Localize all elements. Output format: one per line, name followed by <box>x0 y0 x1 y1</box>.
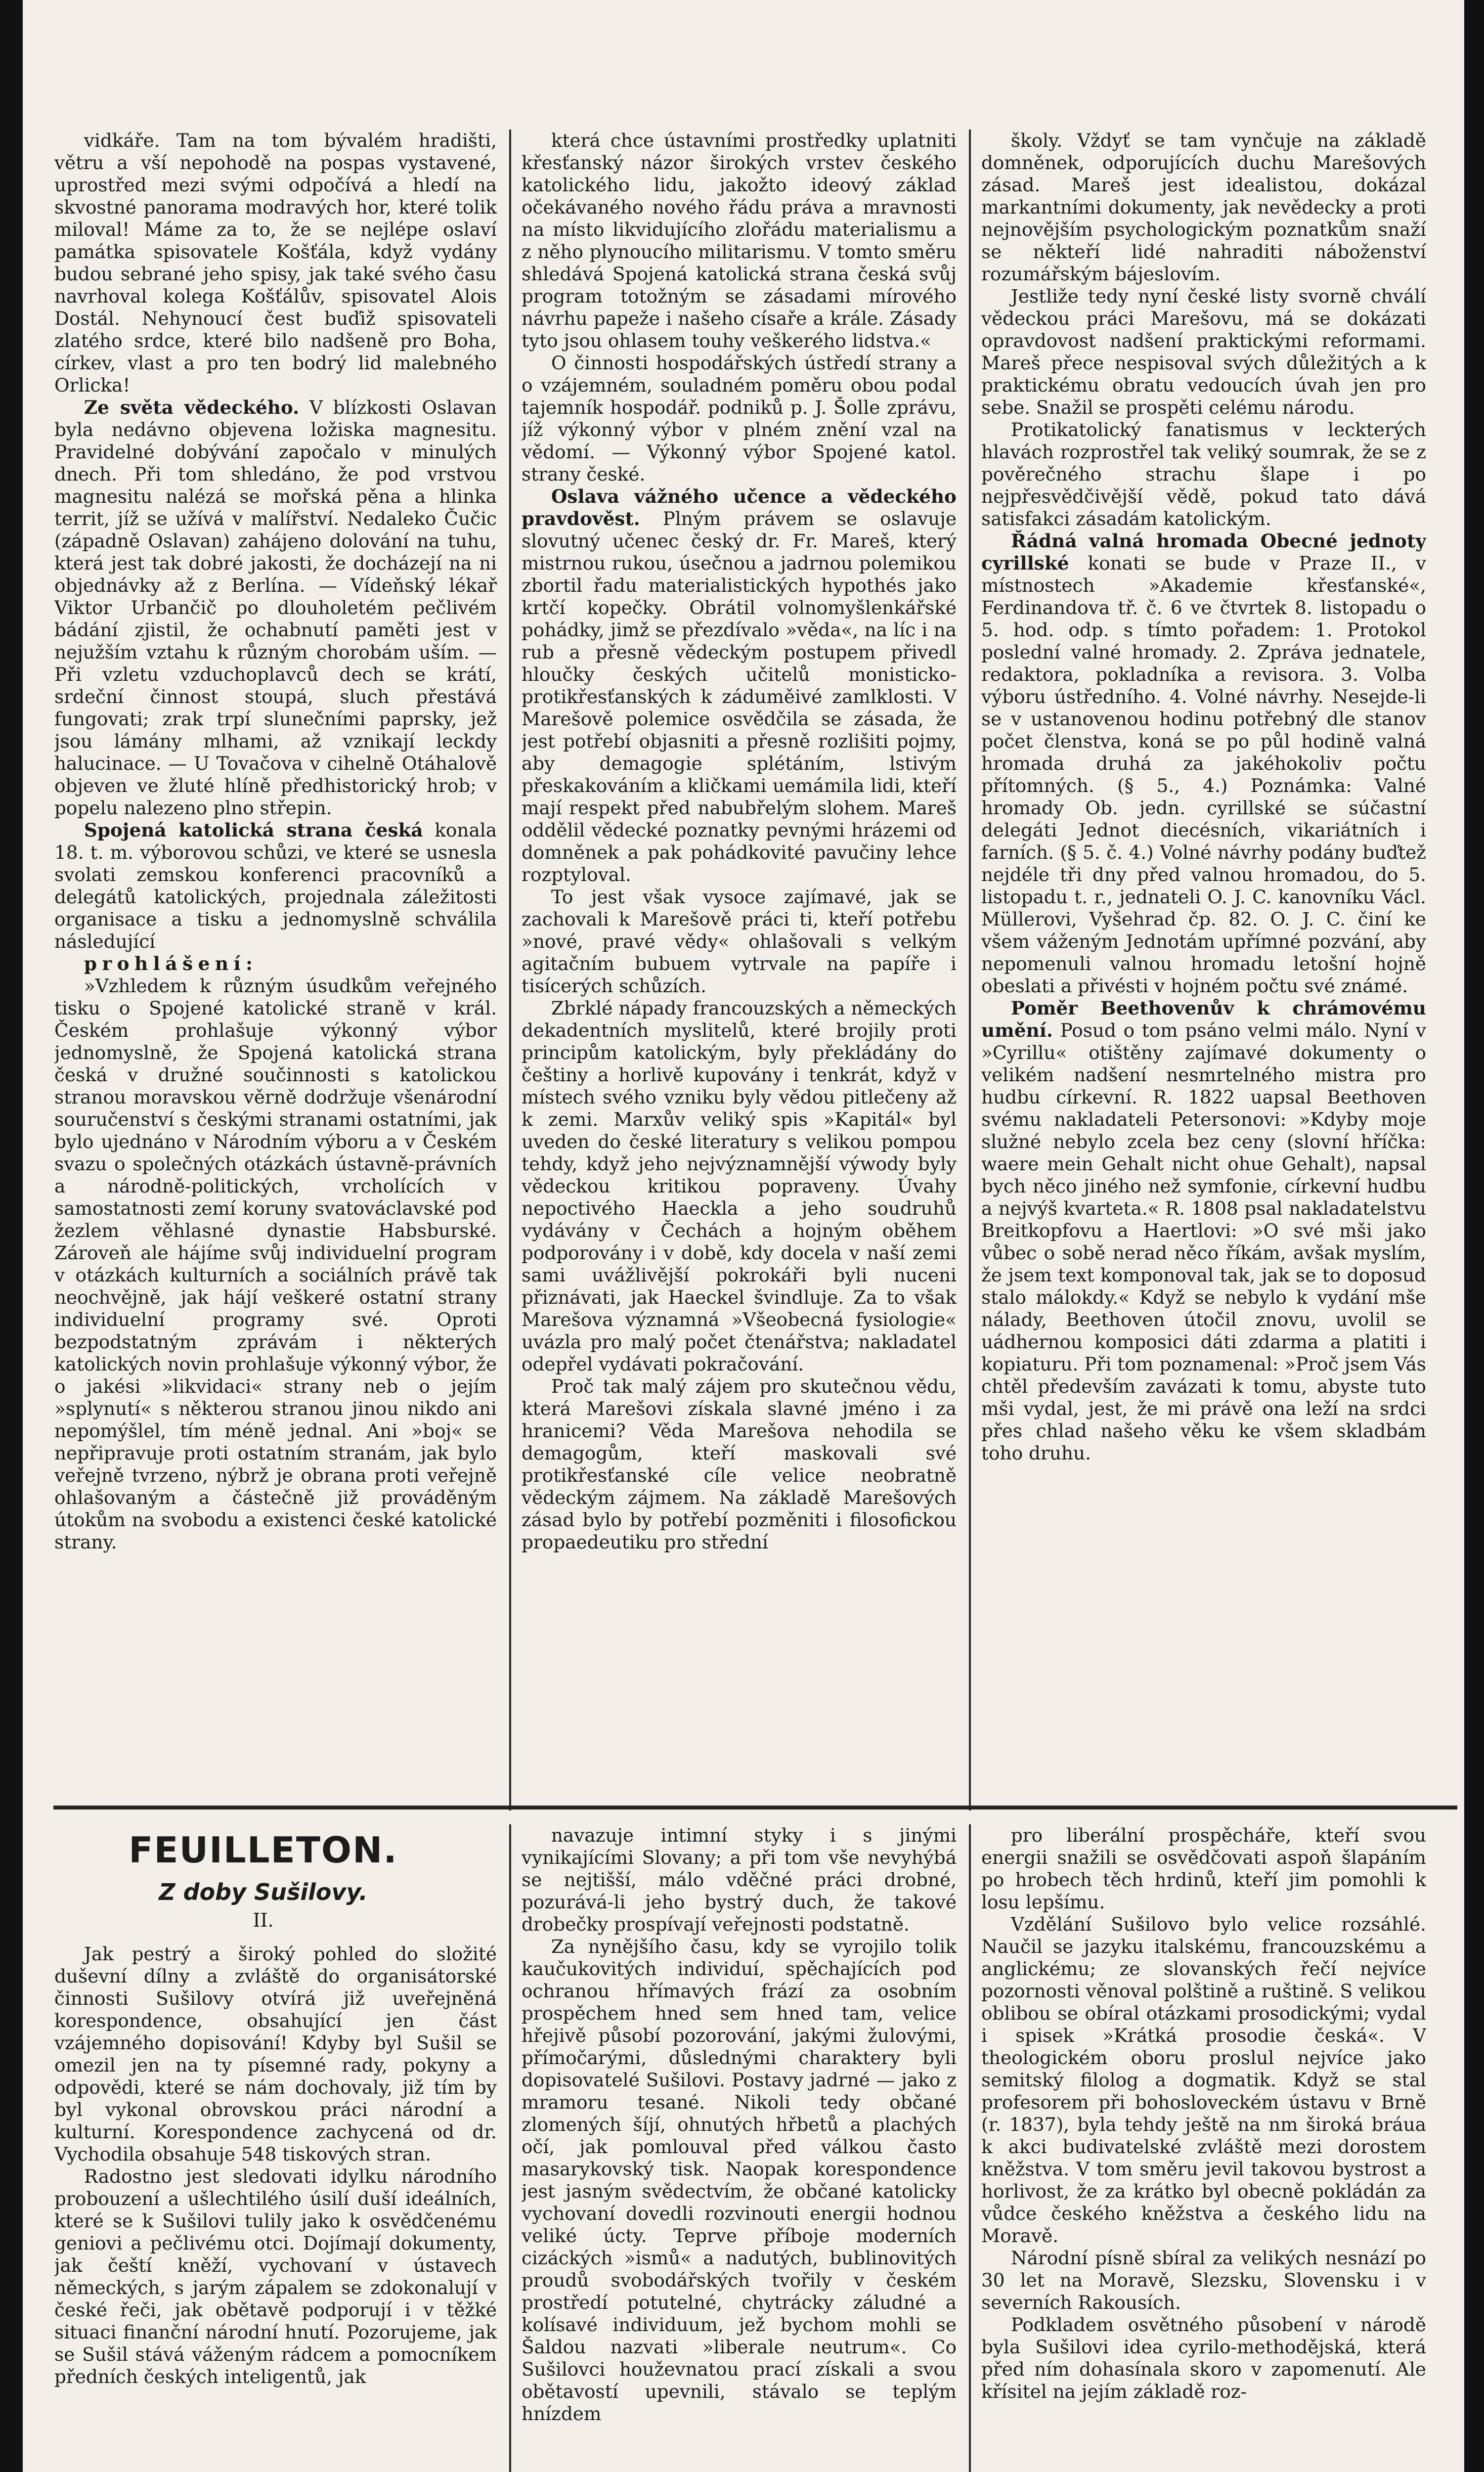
feuilleton-column-2 <box>522 1824 957 2472</box>
paragraph-lead: Spojená katolická strana česká <box>84 819 423 841</box>
article-column-3 <box>981 130 1426 1801</box>
paragraph-text: Plným právem se oslavuje slovutný učenec český dr. Fr. Mareš, který mistrnou rukou, úsečnou a jadrnou polemikou zbortil řadu materialistických hypothés jako krtčí kopečky. Obrátil volnomyšlenkářské pohádky, jimž se přezdívalo »věda«, na líc i na rub a přesně vědeckým postupem přivedl hloučky českých učitelů monisticko-protikřesťanských k záduměivé zamlklosti. V Marešově polemice osvědčila se zásada, že jest potřebí objasniti a přesně rozlišiti pojmy, aby demagogie splétáním, lstivým přeskakováním a kličkami uemámila lidi, kteří mají respekt před nabubřelým slohem. Mareš oddělil vědecké poznatky pevnými hrázemi od domněnek a pak pohádkovité pavučiny lehce rozptyloval. <box>522 508 957 885</box>
paragraph-text: pro liberální prospěcháře, kteří svou energii snažili se osvědčovati aspoň šlapáním po hrobech těch hrdinů, kteří jim pomohli k losu lepšímu. <box>981 1824 1426 1913</box>
feuilleton-column-3 <box>981 1824 1426 2472</box>
paragraph <box>54 953 497 975</box>
paragraph <box>981 2314 1426 2403</box>
paragraph-text: konati se bude v Praze II., v místnostech »Akademie křesťanské«, Ferdinandova tř. č. 6 ve čtvrtek 8. listopadu o 5. hod. odp. s tímto pořadem: 1. Protokol poslední valné hromady. 2. Zpráva jednatele, redaktora, pokladníka a revisora. 3. Volba výboru ústředního. 4. Volné návrhy. Nesejde-li se v ustanovenou hodinu potřebný dle stanov počet členstva, koná se po půl hodině valná hromada druhá za jakéhokoliv počtu přítomných. (§ 5., 4.) Poznámka: Valné hromady Ob. jedn. cyrillské se súčastní delegáti Jednot diecésních, vikariátních i farních. (§ 5. č. 4.) Volné návrhy podány buďtež nejdéle tři dny před valnou hromadou, do 5. listopadu t. r., jednateli O. J. C. kanovníku Václ. Müllerovi, Vyšehrad čp. 82. O. J. C. činí ke všem váženým Jednotám upřímné pozvání, aby nepomenuli valnou hromadu letošní hojně obeslati a přivésti v hojném počtu své známé. <box>981 552 1426 997</box>
paragraph-lead: Poměr Beethovenův k chrámovému umění. <box>981 997 1426 1041</box>
column-rule <box>969 1824 971 2472</box>
paragraph-text: Národní písně sbíral za velikých nesnází po 30 let na Moravě, Slezsku, Slovensku i v severních Rakousích. <box>981 2247 1426 2313</box>
paragraph-text: Proč tak malý zájem pro skutečnou vědu, která Marešovi získala slavné jméno i za hranicemi? Věda Marešova nehodila se demagogům, kteří maskovali své protikřesťanské cíle velice neobratně vědeckým zájmem. Na základě Marešových zásad bylo by potřebí pozměniti i filosofickou propaedeutiku pro střední <box>522 1375 957 1553</box>
article-column-1 <box>54 130 497 1801</box>
paragraph-text: To jest však vysoce zajímavé, jak se zachovali k Marešově práci ti, kteří potřebu »nové, pravé vědy« ohlašovali s velkým agitačním bubuem vytrvale na papíře i tisícerých schůzích. <box>522 886 957 997</box>
column-rule <box>509 130 511 1810</box>
paragraph <box>981 1824 1426 1913</box>
column-rule <box>969 130 971 1810</box>
paragraph <box>522 486 957 886</box>
paragraph <box>54 397 497 819</box>
scan-edge-left <box>0 0 23 2472</box>
paragraph-text: Podkladem osvětného působení v národě byla Sušilovi idea cyrilo-methodějská, která před ním dohasínala skoro v zapomenutí. Ale křísitel na jejím základě roz- <box>981 2314 1426 2402</box>
paragraph-text: Jestliže tedy nyní české listy svorně chválí vědeckou práci Marešovu, má se dokázati opravdovost nadšení praktickými reformami. Mareš přece nespisoval svých důležitých a k praktickému obratu vedoucích úvah jen pro sebe. Snažil se prospěti celému národu. <box>981 285 1426 418</box>
paragraph-text: která chce ústavními prostředky uplatniti křesťanský názor širokých vrstev českého katolického lidu, jakožto ideový základ očekávaného nového řádu práva a mravnosti na místo likvidujícího zlořádu materialismu a z něho plynoucího militarismu. V tomto směru shledává Spojená katolická strana česká svůj program totožným se zásadami mírového návrhu papeže i našeho císaře a krále. Zásady tyto jsou ohlasem touhy veškerého lidstva.« <box>522 130 957 352</box>
paragraph <box>981 997 1426 1464</box>
paragraph-text: vidkáře. Tam na tom bývalém hradišti, větru a vší nepohodě na pospas vystavené, uprostřed mezi svými odpočívá a hledí na skvostné panorama modravých hor, které tolik miloval! Máme za to, že se nejlépe oslaví památka spisovatele Košťála, když vydány budou sebrané jeho spisy, jak také svého času navrhoval kolega Košťálův, spisovatel Alois Dostál. Nehynoucí čest buďiž spisovateli zlatého srdce, které bilo nadšeně pro Boha, církev, vlast a pro ten bodrý lid malebného Orlicka! <box>54 130 497 396</box>
paragraph-text: Radostno jest sledovati idylku národního probouzení a ušlechtilého úsilí duší ideálních, které se k Sušilovi tulily jako k osvědčenému geniovi a pečlivému otci. Dojímají dokumenty, jak čeští kněží, vychovaní v ústavech německých, s jarým zápalem se zdokonalují v české řeči, jak obětavě podporují i v těžké situaci finanční národní hnutí. Pozorujeme, jak se Sušil stává váženým rádcem a pomocníkem předních českých inteligentů, jak <box>54 2165 497 2387</box>
paragraph <box>981 2247 1426 2314</box>
feuilleton-part-number: II. <box>253 1909 274 1931</box>
article-column-2 <box>522 130 957 1801</box>
paragraph-text: Zbrklé nápady francouzských a německých dekadentních myslitelů, které brojily proti principům katolickým, byly překládány do češtiny a horlivě kupovány i tenkrát, když v místech svého vzniku byly vědou pitlečeny až k zemi. Marxův veliký spis »Kapitál« byl uveden do české literatury s velikou pompou tehdy, když jeho nejvýznamnější výwody byly vědeckou kritikou popraveny. Úvahy nepoctivého Haeckla a jeho soudruhů vydávány v Čechách a hojným oběhem podporovány i v době, kdy docela v naší zemi sami uvážlivější pokrokáři byli nuceni přiznávati, jak Haeckel švindluje. Za to však Marešova významná »Všeobecná fysiologie« uvázla pro malý počet čtenářstva; nakladatel odepřel vydávati pokračování. <box>522 997 957 1375</box>
paragraph-text: Za nynějšího času, kdy se vyrojilo tolik kaučukovitých individuí, spěchajících pod ochranou hřímavých frází za osobním prospěchem hned sem hned tam, velice hřejivě působí pozorování, jakými žulovými, přímočarými, důslednými charaktery byli dopisovatelé Sušilovi. Postavy jadrné — jako z mramoru tesané. Nikoli tedy občané zlomených šíjí, ohnutých hřbetů a plachých očí, jak pomlouval před válkou často masarykovský tisk. Naopak korespondence jest jasným svědectvím, že občané katolicky vychovaní dovedli rozvinouti energii hodnou veliké úcty. Teprve příboje moderních cizáckých »ismů« a nadutých, bublinovitých proudů svobodářských tvořily v českém prostředí potutelné, chytrácky záludné a kolísavé individuum, jež bychom mohli se Šaldou nazvati »liberale neutrum«. Co Sušilovci houževnatou prací získali a svou obětavostí upevnili, stávalo se teplým hnízdem <box>522 1936 957 2425</box>
paragraph <box>981 419 1426 530</box>
feuilleton-column-1 <box>54 1943 497 2472</box>
paragraph <box>54 819 497 953</box>
paragraph <box>522 997 957 1375</box>
paragraph <box>522 130 957 352</box>
paragraph-lead: Ze světa vědeckého. <box>84 397 300 418</box>
paragraph-text: Jak pestrý a široký pohled do složité duševní dílny a zvláště do organisátorské činnosti Sušilovy otvírá již uveřejněná korespondence, obsahující jen část vzájemného dopisování! Kdyby byl Sušil se omezil jen na ty písemné rady, pokyny a odpovědi, které se nám dochovaly, již tím by byl vykonal obrovskou práci národní a kulturní. Korespondence zachycená od dr. Vychodila obsahuje 548 tiskových stran. <box>54 1943 497 2165</box>
paragraph <box>981 285 1426 419</box>
paragraph-text: Posud o tom psáno velmi málo. Nyní v »Cyrillu« otištěny zajímavé dokumenty o velikém nadšení nesmrtelného mistra pro hudbu církevní. R. 1822 uapsal Beethoven svému nakladateli Petersonovi: »Kdyby moje služné nebylo zcela bez ceny (slovní hříčka: waere mein Gehalt nicht ohue Gehalt), napsal bych něco jiného než symfonie, církevní hudbu a nejvýš kvarteta.« R. 1808 psal nakladatelstvu Breitkopfovu a Haertlovi: »O své mši jako vůbec o sobě nerad něco říkám, avšak myslím, že jsem text komponoval tak, jak se to doposud stalo málokdy.« Když se nebylo k vydání mše nálady, Beethoven útočil znovu, uvolil se uádhernou komposici dáti zdarma a platiti i kopiaturu. Při tom poznamenal: »Proč jsem Vás chtěl především zavázati k tomu, abyste tuto mši vydal, jest, že mi právě ona leží na srdci přes chlad našeho věku ke všem skladbám toho druhu. <box>981 1019 1426 1464</box>
feuilleton-separator <box>53 1806 1457 1810</box>
paragraph-lead: Oslava vážného učence a vědeckého pravdověst. <box>522 486 957 530</box>
scan-edge-right <box>1464 0 1484 2472</box>
paragraph-text: Protikatolický fanatismus v leckterých hlavách rozprostřel tak veliký soumrak, že se z pověrečného strachu šlape i po nejpřesvědčivější vědě, pokud tato dává satisfakci zásadám katolickým. <box>981 419 1426 530</box>
paragraph-text: O činnosti hospodářských ústředí strany a o vzájemném, souladném poměru obou podal tajemník hospodář. podniků p. J. Šolle zprávu, jíž výkonný výbor v plném znění vzal na vědomí. — Výkonný výbor Spojené katol. strany české. <box>522 352 957 485</box>
paragraph-text: Vzdělání Sušilovo bylo velice rozsáhlé. Naučil se jazyku italskému, francouzskému a anglickému; ze slovanských řečí nejvíce pozornosti věnoval polštině a ruštině. S velikou oblibou se obíral otázkami prosodickými; vydal i spisek »Krátká prosodie česká«. V theologickém oboru proslul nejvíce jako semitský filolog a dogmatik. Když se stal profesorem při bohosloveckém ústavu v Brně (r. 1837), byla tehdy ještě na nm široká bráua k akci budivatelské zvláště mezi dorostem kněžstva. V tom směru jevil takovou bystrost a horlivost, že za krátko byl obecně pokládán za vůdce českého kněžstva a českého lidu na Moravě. <box>981 1913 1426 2247</box>
feuilleton-subtitle: Z doby Sušilovy. <box>159 1879 368 1905</box>
paragraph <box>522 1824 957 1936</box>
paragraph <box>54 1943 497 2165</box>
paragraph-text: »Vzhledem k různým úsudkům veřejného tisku o Spojené katolické straně v král. Českém prohlašuje výkonný výbor jednomyslně, že Spojená katolická strana česká v družné součinnosti s katolickou stranou moravskou věrně dodržuje všenárodní souručenství s českými stranami ostatními, jak bylo ujednáno v Národním výboru a v Českém svazu o společných otázkách ústavně-právních a národně-politických, vrcholících v samostatnosti zemí koruny svatováclavské pod žezlem věhlasné dynastie Habsburské. Zároveň ale hájíme svůj individuelní program v otázkách kulturních a sociálních právě tak neochvějně, jak hájí veškeré ostatní strany individuelní programy své. Oproti bezpodstatným zprávám i některých katolických novin prohlašuje výkonný výbor, že o jakési »likvidaci« strany neb o jejím »splynutí« s některou stranou jinou nikdo ani nepomýšlel, tím méně jednal. Ani »boj« se nepřipravuje proti ostatním stranám, jak bylo veřejně tvrzeno, nýbrž je obrana proti veřejně ohlašovaným a částečně již prováděným útokům na svobodu a existenci české katolické strany. <box>54 975 497 1553</box>
paragraph <box>522 1375 957 1553</box>
paragraph <box>54 2165 497 2388</box>
paragraph <box>54 130 497 397</box>
paragraph <box>522 352 957 486</box>
spaced-heading: prohlášení: <box>84 953 258 974</box>
paragraph <box>981 1913 1426 2247</box>
paragraph <box>981 530 1426 997</box>
paragraph <box>981 130 1426 285</box>
column-rule <box>509 1824 511 2472</box>
feuilleton-heading: FEUILLETON. <box>129 1829 398 1871</box>
paragraph-text: navazuje intimní styky i s jinými vynikajícími Slovany; a při tom vše nevyhýbá se nejtišší, málo vděčné práci drobné, pozurává-li jeho bystrý duch, že takové drobečky prospívají veřejnosti podstatně. <box>522 1824 957 1935</box>
paragraph-text: konala 18. t. m. výborovou schůzi, ve které se usnesla svolati zemskou konferenci pracovníků a delegátů katolických, projednala záležitosti organisace a tisku a jednomyslně schválila následující <box>54 819 497 952</box>
paragraph-lead: Řádná valná hromada Obecné jednoty cyrillské <box>981 530 1426 574</box>
paragraph <box>522 886 957 997</box>
paragraph-text: školy. Vždyť se tam vynčuje na základě domněnek, odporujících duchu Marešových zásad. Mareš jest idealistou, dokázal markantními dokumenty, jak nevědecky a proti nejnovějším psychologickým poznatkům snaží se někteří lidé nahraditi náboženství rozumářským bájeslovím. <box>981 130 1426 285</box>
paragraph <box>54 975 497 1553</box>
paragraph <box>522 1936 957 2425</box>
paragraph-text: V blízkosti Oslavan byla nedávno objevena ložiska magnesitu. Pravidelné dobývání započalo v minulých dnech. Při tom shledáno, že pod vrstvou magnesitu nalézá se mořská pěna a hlinka territ, jíž se užívá v malířství. Nedaleko Čučic (západně Oslavan) zahájeno dolování na tuhu, která jest tak dobré jakosti, že docházejí na ni objednávky až z Berlína. — Vídeňský lékař Viktor Urbančič po dlouholetém pečlivém bádání zjistil, že ochabnutí paměti jest v nejužším vztahu k různým chorobám uším. — Při vzletu vzduchoplavců dech se krátí, srdeční činnost stoupá, sluch přestává fungovati; zrak trpí slunečními paprsky, jež jsou lámány mlhami, až vznikají leckdy halucinace. — U Tovačova v cihelně Otáhalově objeven ve žluté hlíně předhistorický hrob; v popelu nalezeno plno střepin. <box>54 397 497 819</box>
